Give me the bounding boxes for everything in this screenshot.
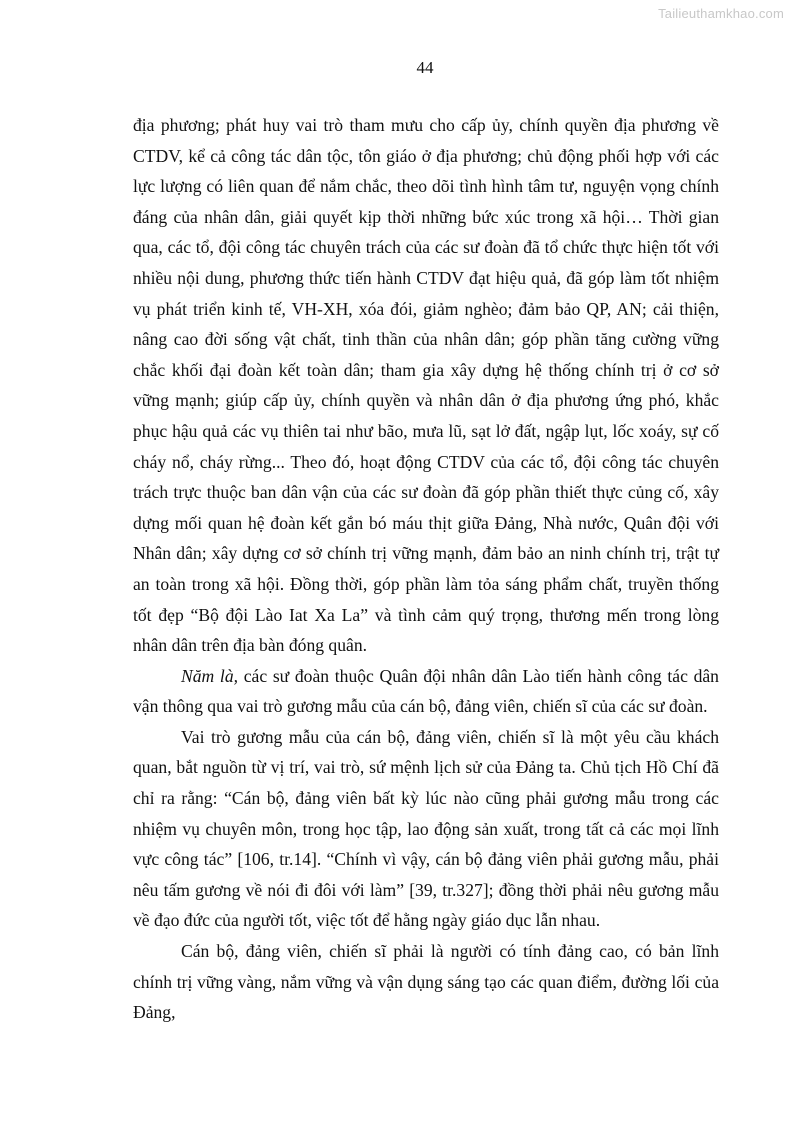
- paragraph-1: [133, 110, 719, 661]
- watermark: Tailieuthamkhao.com: [658, 6, 784, 21]
- document-body: [133, 110, 719, 1028]
- paragraph-1-text: địa phương; phát huy vai trò tham mưu cho cấp ủy, chính quyền địa phương về CTDV, kể cả công tác dân tộc, tôn giáo ở địa phương; chủ động phối hợp với các lực lượng có liên quan để nắm chắc, theo dõi tình hình tâm tư, nguyện vọng chính đáng của nhân dân, giải quyết kịp thời những bức xúc trong xã hội… Thời gian qua, các tổ, đội công tác chuyên trách của các sư đoàn đã tổ chức thực hiện tốt với nhiều nội dung, phương thức tiến hành CTDV đạt hiệu quả, đã góp làm tốt nhiệm vụ phát triển kinh tế, VH-XH, xóa đói, giảm nghèo; đảm bảo QP, AN; cải thiện, nâng cao đời sống vật chất, tinh thần của nhân dân; góp phần tăng cường vững chắc khối đại đoàn kết toàn dân; tham gia xây dựng hệ thống chính trị ở cơ sở vững mạnh; giúp cấp ủy, chính quyền và nhân dân ở địa phương ứng phó, khắc phục hậu quả các vụ thiên tai như bão, mưa lũ, sạt lở đất, ngập lụt, lốc xoáy, sự cố cháy nổ, cháy rừng... Theo đó, hoạt động CTDV của các tổ, đội công tác chuyên trách trực thuộc ban dân vận của các sư đoàn đã góp phần thiết thực củng cố, xây dựng mối quan hệ đoàn kết gắn bó máu thịt giữa Đảng, Nhà nước, Quân đội với Nhân dân; xây dựng cơ sở chính trị vững mạnh, đảm bảo an ninh chính trị, trật tự an toàn trong xã hội. Đồng thời, góp phần làm tỏa sáng phẩm chất, truyền thống tốt đẹp “Bộ đội Lào Iat Xa La” và tình cảm quý trọng, thương mến trong lòng nhân dân trên địa bàn đóng quân.: [133, 115, 719, 656]
- paragraph-4: [133, 936, 719, 1028]
- page-number: 44: [416, 58, 434, 77]
- paragraph-2-text: các sư đoàn thuộc Quân đội nhân dân Lào tiến hành công tác dân vận thông qua vai trò gương mẫu của cán bộ, đảng viên, chiến sĩ của các sư đoàn.: [133, 665, 719, 717]
- paragraph-4-text: Cán bộ, đảng viên, chiến sĩ phải là người có tính đảng cao, có bản lĩnh chính trị vững vàng, nắm vững và vận dụng sáng tạo các quan điểm, đường lối của Đảng,: [133, 941, 719, 1023]
- paragraph-2: [133, 661, 719, 722]
- paragraph-3-text: Vai trò gương mẫu của cán bộ, đảng viên, chiến sĩ là một yêu cầu khách quan, bắt nguồn từ vị trí, vai trò, sứ mệnh lịch sử của Đảng ta. Chủ tịch Hồ Chí đã chỉ ra rằng: “Cán bộ, đảng viên bất kỳ lúc nào cũng phải gương mẫu trong các nhiệm vụ chuyên môn, trong học tập, lao động sản xuất, trong tất cả các mọi lĩnh vực công tác” [106, tr.14]. “Chính vì vậy, cán bộ đảng viên phải gương mẫu, phải nêu tấm gương về nói đi đôi với làm” [39, tr.327]; đồng thời phải nêu gương mẫu về đạo đức của người tốt, việc tốt để hằng ngày giáo dục lẫn nhau.: [133, 726, 719, 931]
- paragraph-2-lead: Năm là,: [181, 665, 239, 686]
- paragraph-3: [133, 722, 719, 936]
